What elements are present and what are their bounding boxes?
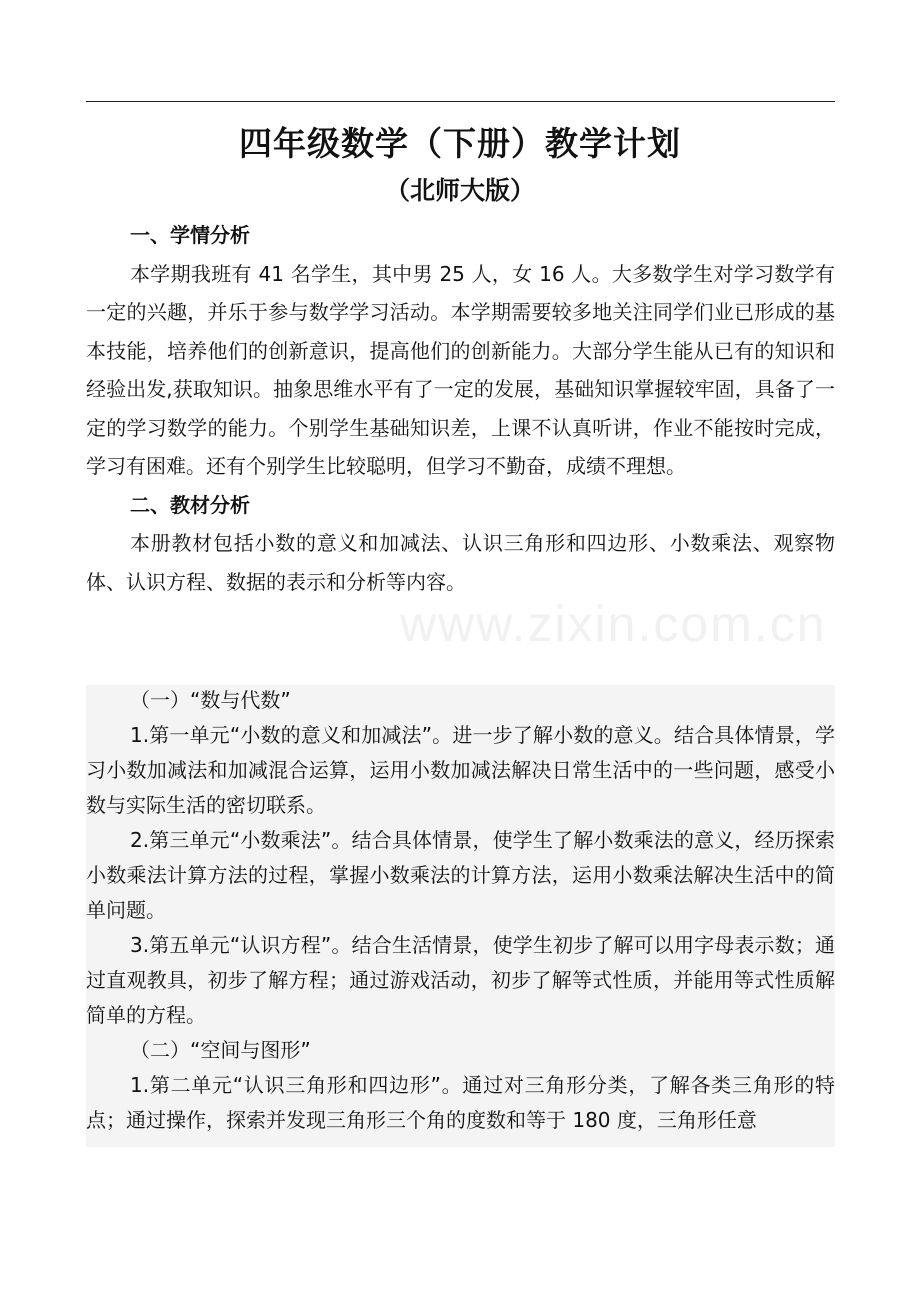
section-heading-student-analysis: 一、学情分析 [130,223,250,247]
unit-item: 2.第三单元“小数乘法”。结合具体情景，使学生了解小数乘法的意义，经历探索小数乘法计算方法的过程，掌握小数乘法的计算方法，运用小数乘法解决生活中的简单问题。 [86,828,835,922]
student-analysis-paragraph: 本学期我班有 41 名学生，其中男 25 人，女 16 人。大多数学生对学习数学有一定的兴趣，并乐于参与数学学习活动。本学期需要较多地关注同学们业已形成的基本技能，培养他们的创新意识，提高他们的创新能力。大部分学生能从已有的知识和经验出发,获取知识。抽象思维水平有了一定的发展，基础知识掌握较牢固，具备了一定的学习数学的能力。个别学生基础知识差，上课不认真听讲，作业不能按时完成，学习有困难。还有个别学生比较聪明，但学习不勤奋，成绩不理想。 [86,261,835,478]
subsection-heading-space-shapes: （二）“空间与图形” [130,1038,311,1062]
textbook-subsections [86,683,835,1138]
unit-item: 1.第一单元“小数的意义和加减法”。进一步了解小数的意义。结合具体情景，学习小数加减法和加减混合运算，运用小数加减法解决日常生活中的一些问题，感受小数与实际生活的密切联系。 [86,723,835,817]
header-rule [86,101,835,102]
document-subtitle: （北师大版） [384,176,535,205]
site-watermark: www.zixin.com.cn [400,596,827,652]
document-title: 四年级数学（下册）教学计划 [239,124,681,163]
section-heading-textbook-analysis: 二、教材分析 [130,492,250,517]
subsection-heading-number-algebra: （一）“数与代数” [130,688,291,712]
textbook-analysis-paragraph: 本册教材包括小数的意义和加减法、认识三角形和四边形、小数乘法、观察物体、认识方程、数据的表示和分析等内容。 [86,531,835,594]
unit-item: 3.第五单元“认识方程”。结合生活情景，使学生初步了解可以用字母表示数；通过直观教具，初步了解方程；通过游戏活动，初步了解等式性质，并能用等式性质解简单的方程。 [86,933,835,1027]
unit-item: 1.第二单元“认识三角形和四边形”。通过对三角形分类，了解各类三角形的特点；通过操作，探索并发现三角形三个角的度数和等于 180 度，三角形任意 [86,1073,835,1132]
intro-sections [86,216,835,601]
